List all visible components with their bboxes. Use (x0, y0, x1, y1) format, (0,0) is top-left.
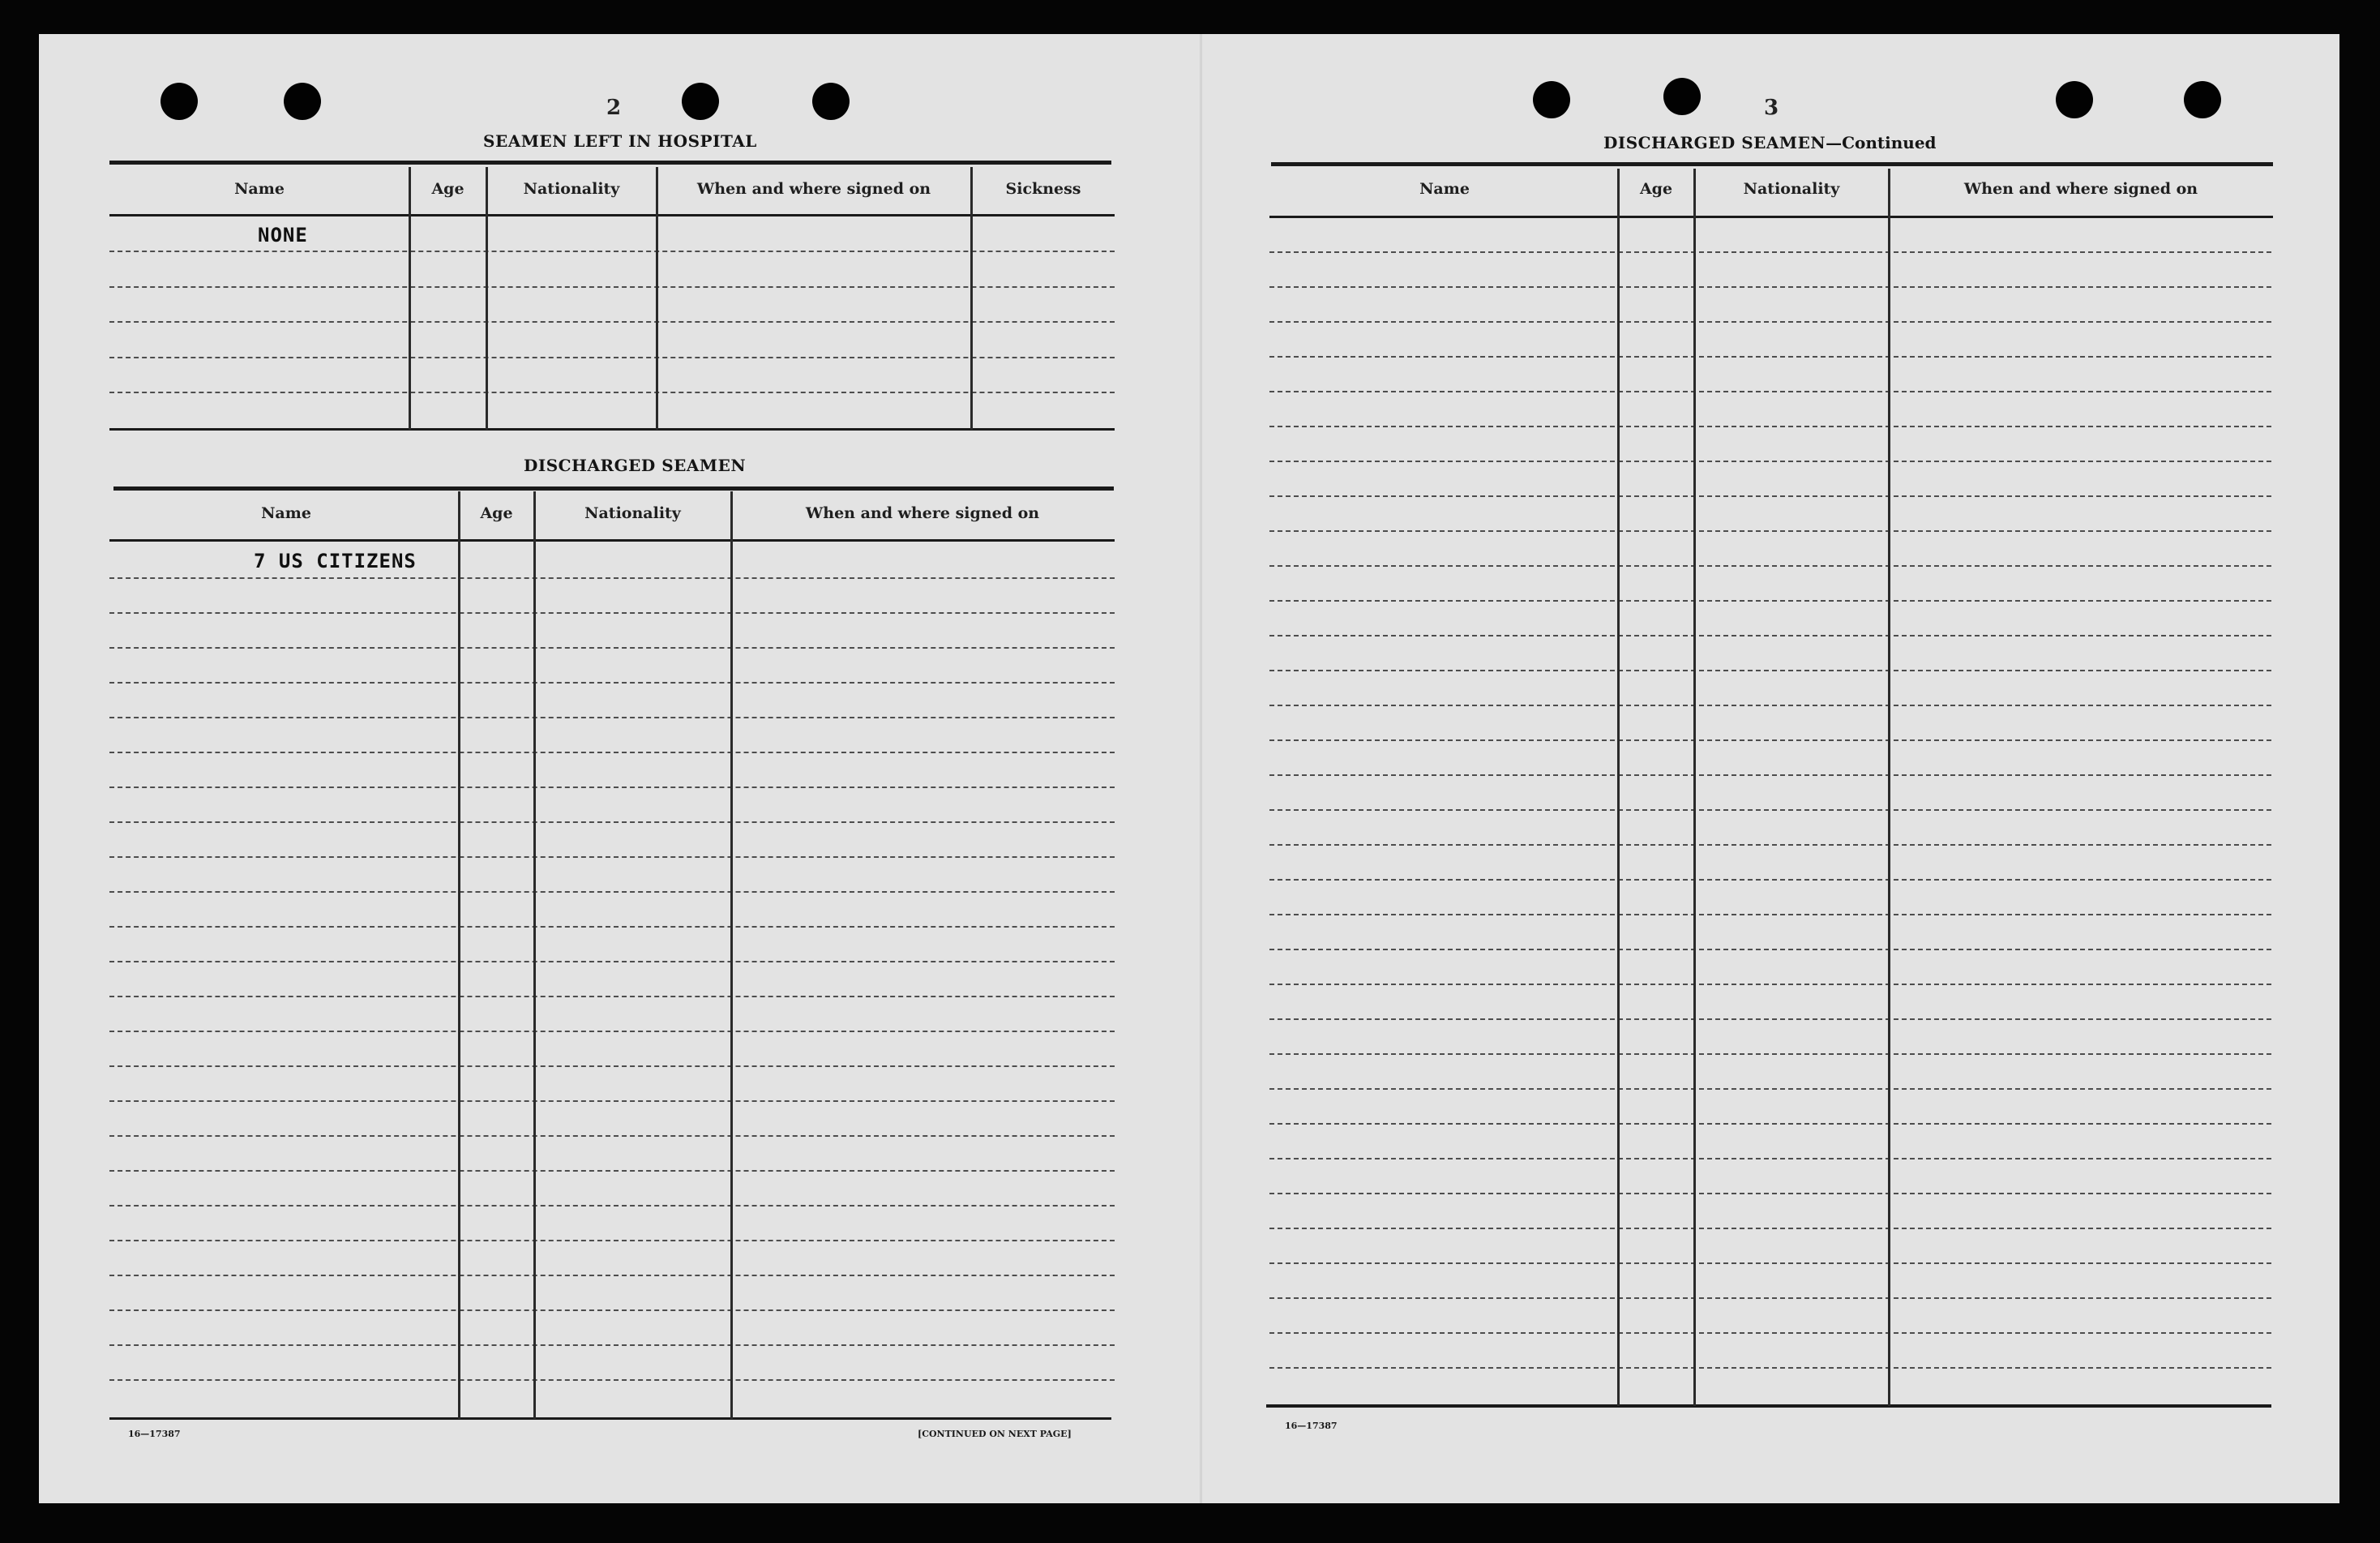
punch-hole (812, 83, 850, 120)
hospital-section-title: SEAMEN LEFT IN HOSPITAL (483, 131, 757, 151)
right-table-bottom-rule (1266, 1404, 2271, 1408)
discharged-row-line (109, 577, 1115, 579)
continued-note: [CONTINUED ON NEXT PAGE] (918, 1429, 1072, 1439)
hospital-col-signed-on: When and where signed on (696, 180, 931, 198)
right-row-line (1269, 426, 2271, 427)
right-row-line (1269, 391, 2271, 392)
right-row-line (1269, 600, 2271, 602)
right-row-line (1269, 1332, 2271, 1334)
hospital-col-age: Age (431, 180, 464, 198)
discharged-row-line (109, 1205, 1115, 1207)
right-table-top-rule (1271, 162, 2273, 166)
right-row-line (1269, 1018, 2271, 1020)
hospital-entry-none: NONE (258, 224, 308, 246)
discharged-col-signed-on: When and where signed on (805, 504, 1040, 522)
discharged-row-line (109, 821, 1115, 823)
discharged-row-line (109, 787, 1115, 788)
discharged-row-line (109, 1309, 1115, 1311)
right-col-divider (1617, 169, 1620, 1406)
right-row-line (1269, 1088, 2271, 1090)
punch-hole (682, 83, 719, 120)
right-row-line (1269, 530, 2271, 532)
discharged-col-divider (533, 491, 536, 1419)
right-row-line (1269, 321, 2271, 323)
discharged-continued-title (1603, 133, 1937, 152)
discharged-row-line (109, 1240, 1115, 1241)
discharged-table-top-rule (113, 486, 1114, 491)
discharged-row-line (109, 752, 1115, 753)
right-row-line (1269, 356, 2271, 358)
discharged-row-line (109, 1100, 1115, 1102)
discharged-row-line (109, 1275, 1115, 1276)
form-number-right: 16—17387 (1285, 1421, 1338, 1431)
page-number-left: 2 (606, 96, 622, 120)
hospital-row-line (109, 392, 1115, 393)
hospital-row-line (109, 357, 1115, 358)
hospital-col-nationality: Nationality (523, 180, 620, 198)
discharged-entry-citizens: 7 US CITIZENS (254, 550, 417, 572)
discharged-row-line (109, 682, 1115, 684)
discharged-col-nationality: Nationality (584, 504, 681, 522)
discharged-col-age: Age (480, 504, 513, 522)
right-row-line (1269, 1053, 2271, 1055)
discharged-row-line (109, 996, 1115, 997)
discharged-row-line (109, 717, 1115, 718)
right-col-divider (1888, 169, 1890, 1406)
discharged-continued-suffix: —Continued (1826, 133, 1937, 152)
hospital-col-sickness: Sickness (1005, 180, 1081, 198)
hospital-col-name: Name (234, 180, 285, 198)
right-row-line (1269, 1262, 2271, 1264)
hospital-table-bottom-rule (109, 428, 1115, 431)
discharged-col-divider (730, 491, 733, 1419)
discharged-row-line (109, 926, 1115, 928)
right-row-line (1269, 670, 2271, 671)
punch-hole (2184, 81, 2221, 118)
discharged-row-line (109, 1379, 1115, 1381)
punch-hole (2056, 81, 2093, 118)
discharged-col-name: Name (261, 504, 311, 522)
right-row-line (1269, 984, 2271, 985)
right-row-line (1269, 949, 2271, 950)
discharged-section-title: DISCHARGED SEAMEN (524, 456, 747, 475)
right-row-line (1269, 1158, 2271, 1159)
right-col-signed-on: When and where signed on (1963, 180, 2198, 198)
discharged-row-line (109, 612, 1115, 614)
right-row-line (1269, 844, 2271, 846)
center-fold (1200, 34, 1202, 1503)
hospital-col-divider (656, 167, 658, 430)
right-col-nationality: Nationality (1743, 180, 1840, 198)
hospital-col-divider (486, 167, 488, 430)
punch-hole (284, 83, 321, 120)
discharged-row-line (109, 856, 1115, 858)
hospital-col-divider (970, 167, 973, 430)
right-row-line (1269, 635, 2271, 636)
hospital-row-line (109, 321, 1115, 323)
document-sheet (39, 34, 2339, 1503)
right-row-line (1269, 251, 2271, 253)
hospital-row-line (109, 251, 1115, 252)
page-number-right: 3 (1764, 96, 1779, 120)
hospital-table-top-rule (109, 161, 1111, 165)
discharged-row-line (109, 1065, 1115, 1067)
discharged-row-line (109, 1344, 1115, 1346)
right-row-line (1269, 774, 2271, 776)
punch-hole (1533, 81, 1570, 118)
hospital-col-divider (409, 167, 411, 430)
right-row-line (1269, 914, 2271, 915)
right-row-line (1269, 1123, 2271, 1125)
discharged-row-line (109, 891, 1115, 893)
right-row-line (1269, 1297, 2271, 1299)
right-col-divider (1693, 169, 1696, 1406)
form-number-left: 16—17387 (128, 1429, 181, 1439)
right-col-age: Age (1639, 180, 1673, 198)
right-row-line (1269, 1193, 2271, 1194)
hospital-row-line (109, 286, 1115, 288)
discharged-row-line (109, 1135, 1115, 1137)
discharged-row-line (109, 1170, 1115, 1172)
right-row-line (1269, 705, 2271, 706)
punch-hole (161, 83, 198, 120)
right-row-line (1269, 286, 2271, 288)
right-row-line (1269, 739, 2271, 741)
hospital-header-rule (109, 214, 1115, 216)
discharged-col-divider (458, 491, 460, 1419)
right-row-line (1269, 565, 2271, 567)
discharged-row-line (109, 1031, 1115, 1032)
right-row-line (1269, 461, 2271, 462)
right-row-line (1269, 1228, 2271, 1229)
right-row-line (1269, 879, 2271, 881)
right-col-name: Name (1419, 180, 1470, 198)
discharged-header-rule (109, 539, 1115, 542)
right-row-line (1269, 1367, 2271, 1369)
discharged-continued-title-main: DISCHARGED SEAMEN (1603, 133, 1826, 152)
punch-hole (1663, 78, 1701, 115)
right-header-rule (1269, 216, 2273, 218)
discharged-table-bottom-rule (109, 1417, 1111, 1420)
discharged-row-line (109, 961, 1115, 962)
discharged-row-line (109, 647, 1115, 649)
right-row-line (1269, 495, 2271, 497)
right-row-line (1269, 809, 2271, 811)
